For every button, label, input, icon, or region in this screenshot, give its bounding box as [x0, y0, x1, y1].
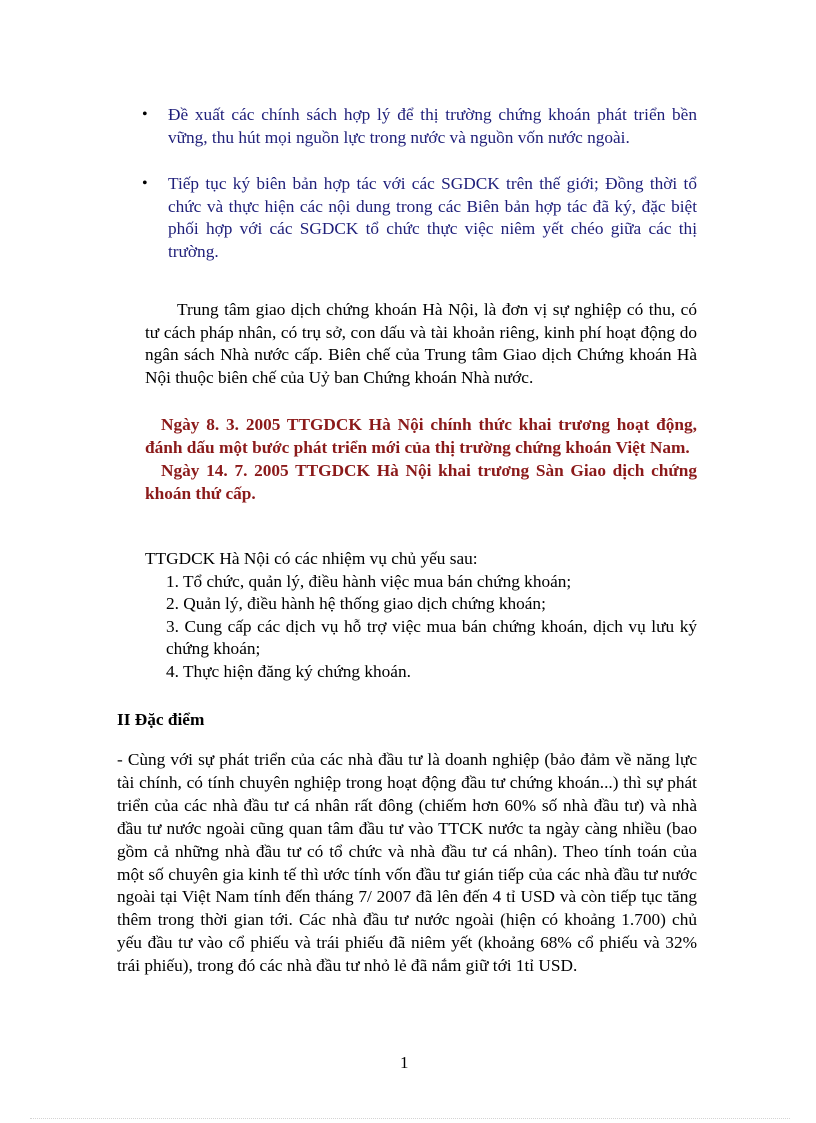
bullet-dot-icon: •	[142, 175, 148, 192]
bullet-item	[142, 173, 697, 263]
bullet-list	[142, 104, 697, 287]
tasks-block	[145, 548, 697, 684]
intro-paragraph: Trung tâm giao dịch chứng khoán Hà Nội, là đơn vị sự nghiệp có thu, có tư cách pháp nhân, có trụ sở, con dấu và tài khoản riêng, kinh phí hoạt động do ngân sách Nhà nước cấp. Biên chế của Trung tâm Giao dịch Chứng khoán Hà Nội thuộc biên chế của Uỷ ban Chứng khoán Nhà nước.	[145, 300, 697, 387]
page-bottom-divider	[30, 1118, 790, 1119]
tasks-lead: TTGDCK Hà Nội có các nhiệm vụ chủ yếu sau:	[145, 549, 478, 568]
task-item: 4. Thực hiện đăng ký chứng khoán.	[166, 661, 411, 681]
event-line: Ngày 14. 7. 2005 TTGDCK Hà Nội khai trương Sàn Giao dịch chứng khoán thứ cấp.	[145, 461, 697, 503]
bullet-dot-icon: •	[142, 106, 148, 123]
task-item: 2. Quản lý, điều hành hệ thống giao dịch chứng khoán;	[166, 594, 546, 614]
task-item: 1. Tổ chức, quản lý, điều hành việc mua bán chứng khoán;	[166, 571, 572, 591]
body-paragraph: - Cùng với sự phát triển của các nhà đầu tư là doanh nghiệp (bảo đảm về năng lực tài chính, có tính chuyên nghiệp trong hoạt động đầu tư chứng khoán...) thì sự phát triển của các nhà đầu tư cá nhân rất đông (chiếm hơn 60% số nhà đầu tư) và nhà đầu tư nước ngoài cũng quan tâm đầu tư vào TTCK nước ta ngày càng nhiều (bao gồm cả những nhà đầu tư có tổ chức và nhà đầu tư cá nhân). Theo tính toán của một số chuyên gia kinh tế thì ước tính vốn đầu tư gián tiếp của các nhà đầu tư nước ngoài tại Việt Nam tính đến tháng 7/ 2007 đã lên đến 4 tỉ USD và còn tiếp tục tăng thêm trong thời gian tới. Các nhà đầu tư nước ngoài (hiện có khoảng 1.700) chủ yếu đầu tư vào cổ phiếu và trái phiếu đã niêm yết (khoảng 68% cổ phiếu và 32% trái phiếu), trong đó các nhà đầu tư nhỏ lẻ đã nắm giữ tới 1tỉ USD.	[117, 750, 697, 976]
event-line: Ngày 8. 3. 2005 TTGDCK Hà Nội chính thức khai trương hoạt động, đánh dấu một bước phát triển mới của thị trường chứng khoán Việt Nam.	[145, 415, 697, 457]
bullet-text: Đề xuất các chính sách hợp lý để thị trường chứng khoán phát triển bền vững, thu hút mọi nguồn lực trong nước và nguồn vốn nước ngoài.	[168, 105, 697, 147]
bullet-text: Tiếp tục ký biên bản hợp tác với các SGDCK trên thế giới; Đồng thời tổ chức và thực hiện các nội dung trong các Biên bản hợp tác đã ký, đặc biệt phối hợp với các SGDCK tổ chức thực việc niêm yết chéo giữa các thị trường.	[168, 174, 697, 261]
page-number: 1	[400, 1053, 409, 1072]
bullet-item	[142, 104, 697, 149]
section-heading: II Đặc điểm	[117, 710, 205, 729]
tasks-list	[145, 571, 697, 684]
task-item: 3. Cung cấp các dịch vụ hỗ trợ việc mua bán chứng khoán, dịch vụ lưu ký chứng khoán;	[166, 616, 697, 659]
events-block	[145, 414, 697, 506]
